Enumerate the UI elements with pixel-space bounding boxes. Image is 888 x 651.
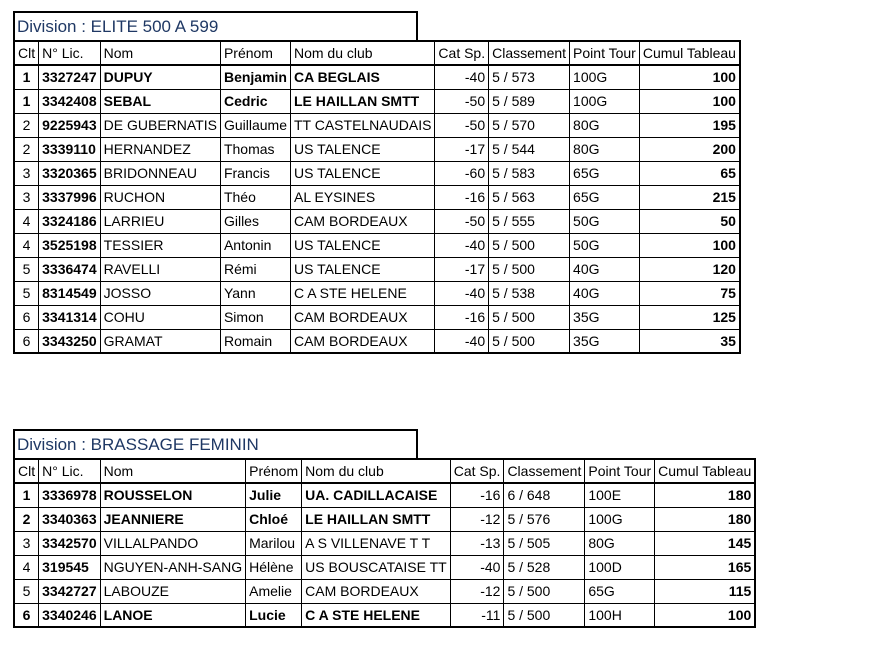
cell-clt: 2: [14, 507, 39, 531]
cell-clt: 5: [14, 579, 39, 603]
cell-points: 100E: [585, 483, 655, 507]
cell-license: 3342408: [39, 89, 101, 113]
header-license: N° Lic.: [39, 41, 101, 65]
cell-prenom: Hélène: [246, 555, 302, 579]
cell-points: 100D: [585, 555, 655, 579]
cell-clt: 6: [14, 329, 39, 353]
cell-cumul: 100: [639, 65, 740, 89]
cell-club: AL EYSINES: [290, 185, 434, 209]
cell-cumul: 195: [639, 113, 740, 137]
cell-club: UA. CADILLACAISE: [302, 483, 451, 507]
cell-classement: 5 / 583: [489, 161, 570, 185]
table-row: [14, 89, 740, 113]
table-row: [14, 161, 740, 185]
cell-club: CAM BORDEAUX: [290, 329, 434, 353]
cell-cat: -17: [435, 137, 489, 161]
cell-classement: 5 / 500: [504, 579, 585, 603]
cell-classement: 5 / 528: [504, 555, 585, 579]
cell-cat: -17: [435, 257, 489, 281]
table-row: [14, 579, 755, 603]
cell-prenom: Amelie: [246, 579, 302, 603]
cell-license: 3342570: [39, 531, 101, 555]
cell-clt: 2: [14, 137, 39, 161]
cell-classement: 5 / 500: [489, 329, 570, 353]
cell-cat: -50: [435, 89, 489, 113]
cell-club: CA BEGLAIS: [290, 65, 434, 89]
cell-nom: ROUSSELON: [100, 483, 245, 507]
header-nom: Nom: [100, 41, 220, 65]
cell-prenom: Chloé: [246, 507, 302, 531]
division-title: Division : ELITE 500 A 599: [13, 11, 418, 40]
header-clt: Clt: [14, 41, 39, 65]
cell-classement: 5 / 538: [489, 281, 570, 305]
cell-nom: JOSSO: [100, 281, 220, 305]
table-row: [14, 531, 755, 555]
cell-club: US TALENCE: [290, 161, 434, 185]
cell-points: 100H: [585, 603, 655, 627]
cell-prenom: Simon: [220, 305, 290, 329]
cell-prenom: Thomas: [220, 137, 290, 161]
header-prenom: Prénom: [220, 41, 290, 65]
cell-prenom: Gilles: [220, 209, 290, 233]
cell-points: 50G: [570, 233, 640, 257]
cell-cumul: 100: [639, 233, 740, 257]
cell-license: 3339110: [39, 137, 101, 161]
cell-classement: 5 / 589: [489, 89, 570, 113]
table-row: [14, 209, 740, 233]
cell-classement: 5 / 576: [504, 507, 585, 531]
cell-nom: HERNANDEZ: [100, 137, 220, 161]
cell-license: 3337996: [39, 185, 101, 209]
cell-cumul: 145: [655, 531, 756, 555]
cell-club: LE HAILLAN SMTT: [302, 507, 451, 531]
division-title: Division : BRASSAGE FEMININ: [13, 429, 418, 458]
cell-prenom: Lucie: [246, 603, 302, 627]
cell-license: 319545: [39, 555, 101, 579]
cell-cumul: 200: [639, 137, 740, 161]
cell-clt: 3: [14, 161, 39, 185]
cell-prenom: Romain: [220, 329, 290, 353]
cell-club: US BOUSCATAISE TT: [302, 555, 451, 579]
table-row: [14, 507, 755, 531]
cell-classement: 5 / 500: [489, 257, 570, 281]
cell-club: C A STE HELENE: [290, 281, 434, 305]
header-classement: Classement: [489, 41, 570, 65]
cell-nom: COHU: [100, 305, 220, 329]
cell-cat: -40: [450, 555, 504, 579]
cell-points: 80G: [585, 531, 655, 555]
cell-clt: 3: [14, 531, 39, 555]
cell-cumul: 165: [655, 555, 756, 579]
cell-prenom: Francis: [220, 161, 290, 185]
table-row: [14, 555, 755, 579]
cell-classement: 5 / 505: [504, 531, 585, 555]
header-license: N° Lic.: [39, 459, 101, 483]
cell-license: 3340246: [39, 603, 101, 627]
cell-nom: GRAMAT: [100, 329, 220, 353]
cell-club: LE HAILLAN SMTT: [290, 89, 434, 113]
cell-club: CAM BORDEAUX: [290, 305, 434, 329]
cell-license: 9225943: [39, 113, 101, 137]
cell-clt: 4: [14, 555, 39, 579]
cell-cumul: 120: [639, 257, 740, 281]
cell-cat: -16: [435, 305, 489, 329]
cell-club: TT CASTELNAUDAIS: [290, 113, 434, 137]
cell-cat: -40: [435, 233, 489, 257]
header-clt: Clt: [14, 459, 39, 483]
cell-club: CAM BORDEAUX: [290, 209, 434, 233]
cell-points: 65G: [570, 185, 640, 209]
cell-classement: 5 / 570: [489, 113, 570, 137]
header-nom: Nom: [100, 459, 245, 483]
cell-license: 3341314: [39, 305, 101, 329]
header-club: Nom du club: [302, 459, 451, 483]
cell-classement: 5 / 563: [489, 185, 570, 209]
cell-prenom: Marilou: [246, 531, 302, 555]
cell-prenom: Antonin: [220, 233, 290, 257]
cell-clt: 4: [14, 233, 39, 257]
cell-cumul: 115: [655, 579, 756, 603]
header-points: Point Tour: [585, 459, 655, 483]
cell-prenom: Julie: [246, 483, 302, 507]
cell-points: 100G: [585, 507, 655, 531]
table-row: [14, 305, 740, 329]
table-row: [14, 233, 740, 257]
cell-license: 3343250: [39, 329, 101, 353]
cell-classement: 5 / 500: [504, 603, 585, 627]
cell-classement: 5 / 544: [489, 137, 570, 161]
cell-clt: 6: [14, 603, 39, 627]
cell-club: CAM BORDEAUX: [302, 579, 451, 603]
cell-prenom: Théo: [220, 185, 290, 209]
cell-cat: -50: [435, 209, 489, 233]
cell-points: 100G: [570, 65, 640, 89]
cell-nom: LARRIEU: [100, 209, 220, 233]
cell-points: 80G: [570, 137, 640, 161]
cell-classement: 5 / 500: [489, 233, 570, 257]
cell-prenom: Benjamin: [220, 65, 290, 89]
cell-prenom: Rémi: [220, 257, 290, 281]
cell-clt: 1: [14, 89, 39, 113]
cell-cumul: 125: [639, 305, 740, 329]
cell-classement: 6 / 648: [504, 483, 585, 507]
cell-cat: -12: [450, 579, 504, 603]
table-row: [14, 65, 740, 89]
cell-license: 3327247: [39, 65, 101, 89]
cell-license: 3324186: [39, 209, 101, 233]
cell-club: A S VILLENAVE T T: [302, 531, 451, 555]
cell-points: 80G: [570, 113, 640, 137]
cell-prenom: Guillaume: [220, 113, 290, 137]
cell-cumul: 100: [655, 603, 756, 627]
cell-nom: NGUYEN-ANH-SANG: [100, 555, 245, 579]
cell-cat: -16: [450, 483, 504, 507]
cell-cumul: 75: [639, 281, 740, 305]
cell-cat: -40: [435, 329, 489, 353]
cell-clt: 3: [14, 185, 39, 209]
header-cat: Cat Sp.: [450, 459, 504, 483]
cell-points: 65G: [570, 161, 640, 185]
table-row: [14, 603, 755, 627]
cell-nom: TESSIER: [100, 233, 220, 257]
cell-license: 3336474: [39, 257, 101, 281]
table-row: [14, 113, 740, 137]
cell-points: 35G: [570, 305, 640, 329]
cell-nom: SEBAL: [100, 89, 220, 113]
cell-classement: 5 / 500: [489, 305, 570, 329]
cell-clt: 5: [14, 257, 39, 281]
cell-nom: JEANNIERE: [100, 507, 245, 531]
cell-points: 35G: [570, 329, 640, 353]
cell-points: 40G: [570, 257, 640, 281]
header-row: [14, 459, 755, 483]
cell-clt: 5: [14, 281, 39, 305]
cell-clt: 4: [14, 209, 39, 233]
header-prenom: Prénom: [246, 459, 302, 483]
cell-cat: -60: [435, 161, 489, 185]
table-row: [14, 483, 755, 507]
header-cumul: Cumul Tableau: [639, 41, 740, 65]
cell-nom: VILLALPANDO: [100, 531, 245, 555]
cell-cumul: 100: [639, 89, 740, 113]
header-row: [14, 41, 740, 65]
cell-nom: LANOE: [100, 603, 245, 627]
cell-prenom: Cedric: [220, 89, 290, 113]
cell-cumul: 180: [655, 507, 756, 531]
cell-points: 100G: [570, 89, 640, 113]
cell-clt: 1: [14, 483, 39, 507]
table-row: [14, 257, 740, 281]
ranking-table: [13, 458, 756, 628]
header-cumul: Cumul Tableau: [655, 459, 756, 483]
cell-cumul: 180: [655, 483, 756, 507]
cell-cat: -40: [435, 281, 489, 305]
header-points: Point Tour: [570, 41, 640, 65]
cell-license: 3320365: [39, 161, 101, 185]
cell-club: US TALENCE: [290, 137, 434, 161]
cell-cumul: 50: [639, 209, 740, 233]
cell-cat: -11: [450, 603, 504, 627]
cell-license: 3342727: [39, 579, 101, 603]
cell-license: 3340363: [39, 507, 101, 531]
cell-cat: -40: [435, 65, 489, 89]
header-club: Nom du club: [290, 41, 434, 65]
cell-club: C A STE HELENE: [302, 603, 451, 627]
cell-nom: BRIDONNEAU: [100, 161, 220, 185]
cell-nom: DUPUY: [100, 65, 220, 89]
cell-cumul: 35: [639, 329, 740, 353]
cell-nom: LABOUZE: [100, 579, 245, 603]
cell-club: US TALENCE: [290, 257, 434, 281]
header-cat: Cat Sp.: [435, 41, 489, 65]
cell-license: 3525198: [39, 233, 101, 257]
cell-nom: RAVELLI: [100, 257, 220, 281]
cell-cat: -12: [450, 507, 504, 531]
table-row: [14, 185, 740, 209]
header-classement: Classement: [504, 459, 585, 483]
cell-license: 8314549: [39, 281, 101, 305]
table-row: [14, 329, 740, 353]
cell-clt: 6: [14, 305, 39, 329]
ranking-table: [13, 40, 741, 354]
cell-cumul: 65: [639, 161, 740, 185]
cell-prenom: Yann: [220, 281, 290, 305]
cell-cat: -13: [450, 531, 504, 555]
cell-points: 40G: [570, 281, 640, 305]
cell-cat: -50: [435, 113, 489, 137]
cell-cumul: 215: [639, 185, 740, 209]
table-row: [14, 281, 740, 305]
cell-points: 65G: [585, 579, 655, 603]
cell-clt: 2: [14, 113, 39, 137]
cell-classement: 5 / 555: [489, 209, 570, 233]
cell-club: US TALENCE: [290, 233, 434, 257]
table-row: [14, 137, 740, 161]
cell-nom: RUCHON: [100, 185, 220, 209]
cell-classement: 5 / 573: [489, 65, 570, 89]
cell-nom: DE GUBERNATIS: [100, 113, 220, 137]
cell-clt: 1: [14, 65, 39, 89]
cell-license: 3336978: [39, 483, 101, 507]
cell-cat: -16: [435, 185, 489, 209]
cell-points: 50G: [570, 209, 640, 233]
